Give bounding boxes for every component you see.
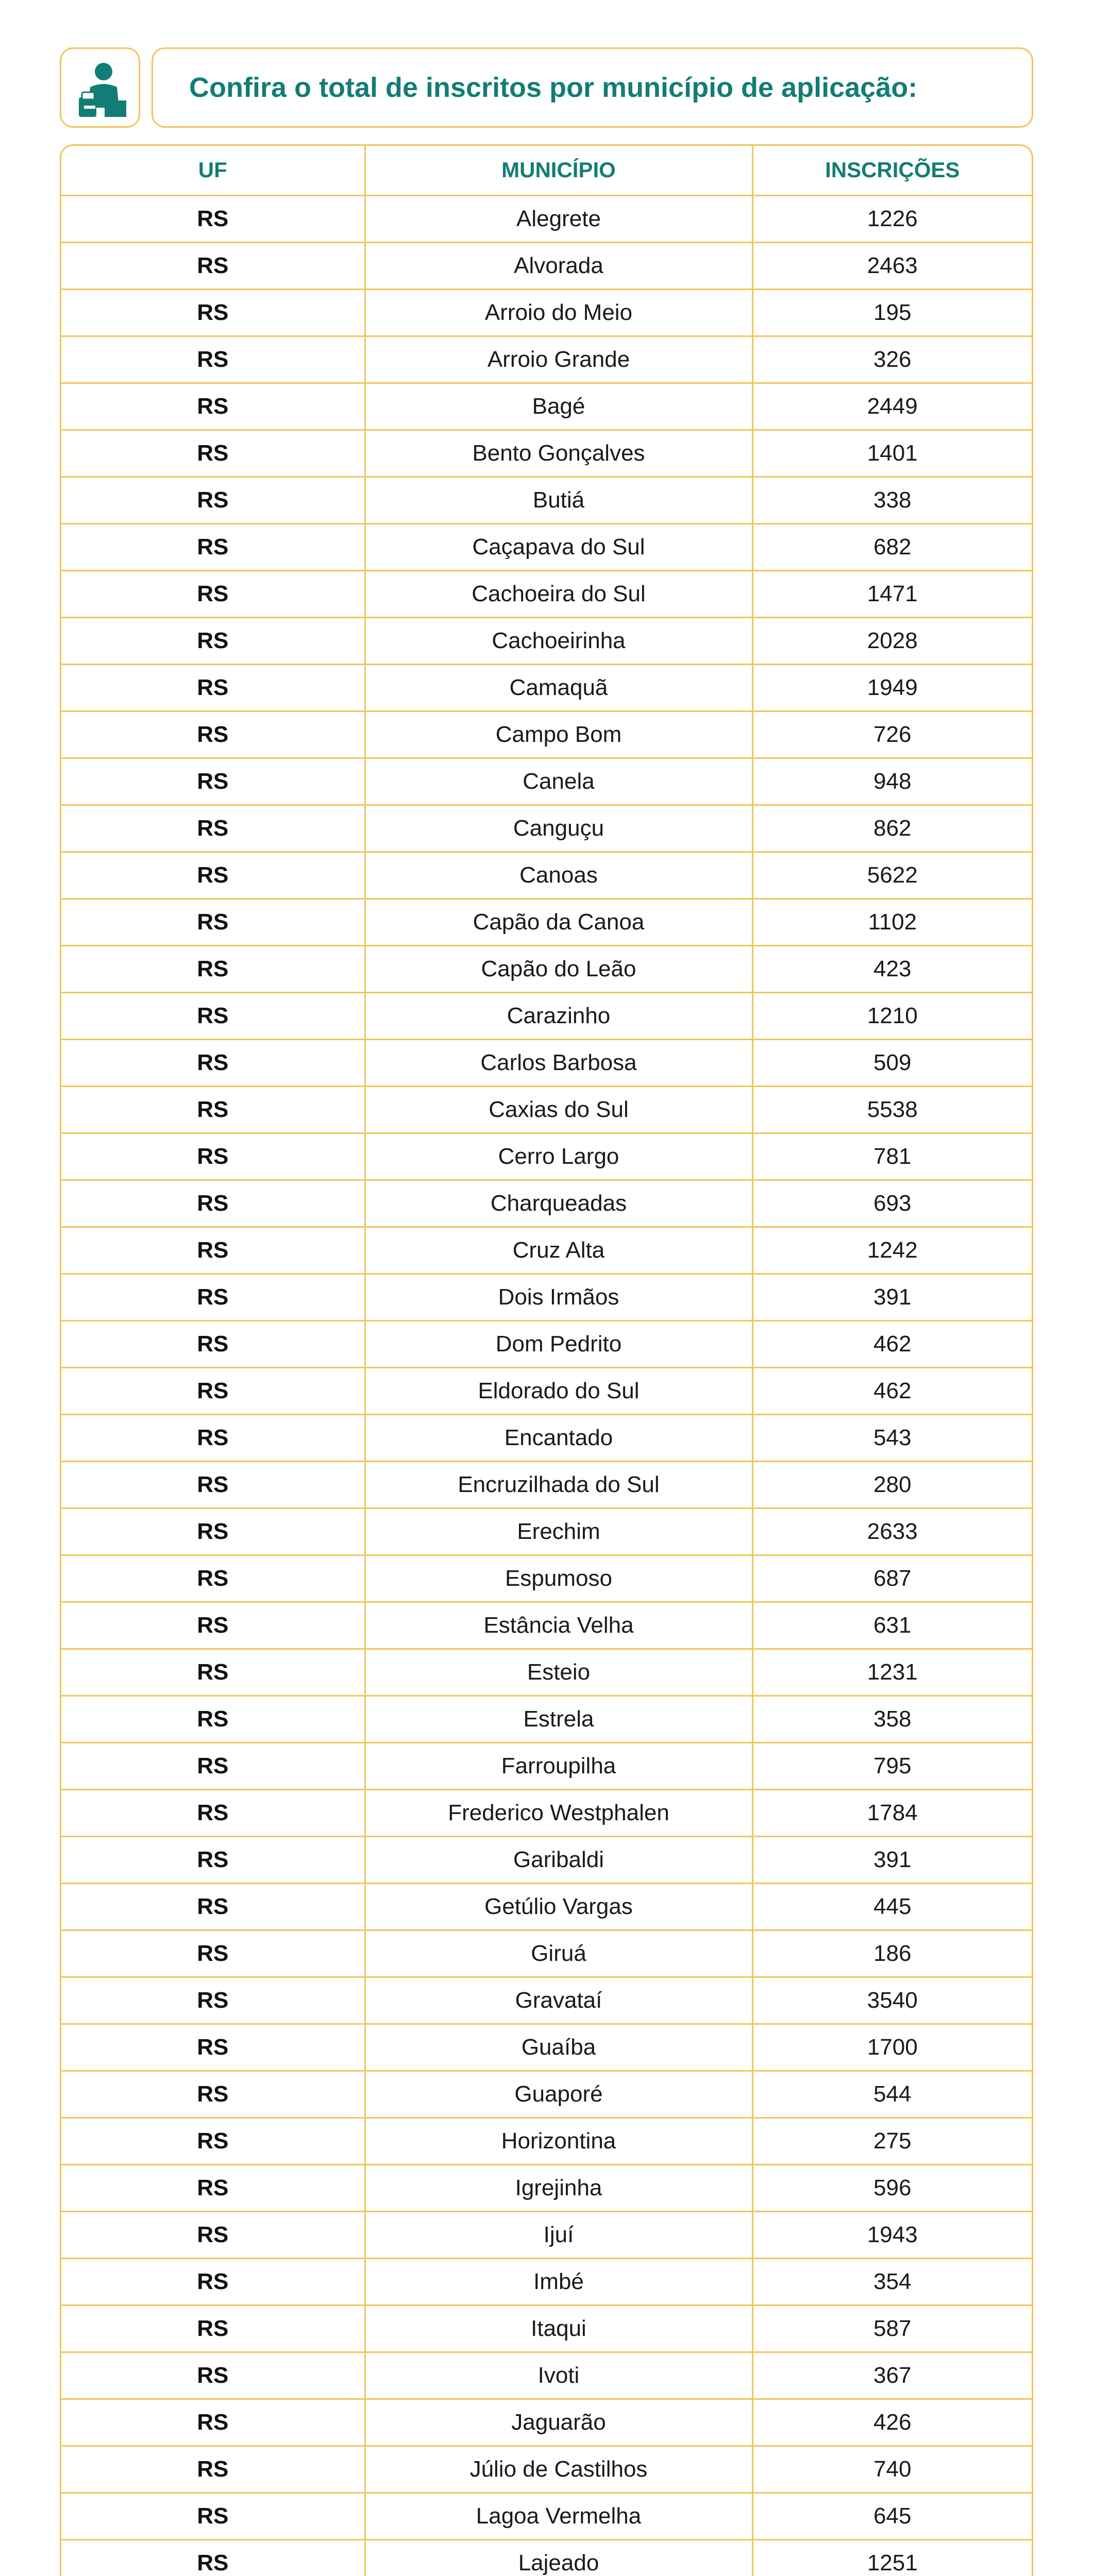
municipio-cell: Lajeado — [365, 2539, 752, 2576]
uf-cell: RS — [61, 2539, 365, 2576]
municipio-cell: Jaguarão — [365, 2399, 752, 2446]
uf-cell: RS — [61, 711, 365, 758]
uf-cell: RS — [61, 617, 365, 664]
table-row — [61, 2071, 1032, 2117]
inscricoes-cell: 354 — [752, 2258, 1032, 2305]
table-row — [61, 2258, 1032, 2305]
uf-cell: RS — [61, 523, 365, 570]
municipio-cell: Igrejinha — [365, 2164, 752, 2211]
uf-cell: RS — [61, 852, 365, 899]
table-row — [61, 758, 1032, 805]
uf-cell: RS — [61, 664, 365, 711]
uf-cell: RS — [61, 2164, 365, 2211]
inscricoes-cell: 1226 — [752, 195, 1032, 242]
uf-cell: RS — [61, 758, 365, 805]
municipio-cell: Alegrete — [365, 195, 752, 242]
inscricoes-cell: 740 — [752, 2446, 1032, 2493]
inscricoes-cell: 596 — [752, 2164, 1032, 2211]
table-row — [61, 2539, 1032, 2576]
table-row — [61, 1227, 1032, 1274]
inscricoes-cell: 2633 — [752, 1508, 1032, 1555]
title-banner — [152, 47, 1033, 128]
uf-cell: RS — [61, 945, 365, 992]
uf-cell: RS — [61, 1086, 365, 1133]
table-row — [61, 570, 1032, 617]
inscricoes-cell: 948 — [752, 758, 1032, 805]
uf-cell: RS — [61, 2024, 365, 2071]
table-row — [61, 2352, 1032, 2399]
table-row — [61, 852, 1032, 899]
uf-cell: RS — [61, 336, 365, 383]
inscricoes-cell: 543 — [752, 1414, 1032, 1461]
uf-cell: RS — [61, 1883, 365, 1930]
uf-cell: RS — [61, 1227, 365, 1274]
uf-cell: RS — [61, 1649, 365, 1696]
municipio-cell: Charqueadas — [365, 1180, 752, 1227]
inscricoes-cell: 5622 — [752, 852, 1032, 899]
inscricoes-cell: 358 — [752, 1696, 1032, 1742]
municipio-cell: Butiá — [365, 477, 752, 523]
table-row — [61, 1696, 1032, 1742]
municipio-cell: Alvorada — [365, 242, 752, 289]
inscricoes-cell: 445 — [752, 1883, 1032, 1930]
table-row — [61, 617, 1032, 664]
column-header-uf: UF — [61, 146, 365, 195]
table-row — [61, 945, 1032, 992]
table-header-row — [61, 146, 1032, 195]
municipio-cell: Esteio — [365, 1649, 752, 1696]
municipio-cell: Júlio de Castilhos — [365, 2446, 752, 2493]
municipio-cell: Erechim — [365, 1508, 752, 1555]
uf-cell: RS — [61, 805, 365, 852]
uf-cell: RS — [61, 1133, 365, 1180]
uf-cell: RS — [61, 430, 365, 477]
column-header-municipio: MUNICÍPIO — [365, 146, 752, 195]
inscricoes-cell: 631 — [752, 1602, 1032, 1649]
uf-cell: RS — [61, 2493, 365, 2539]
municipio-cell: Bagé — [365, 383, 752, 430]
municipio-cell: Lagoa Vermelha — [365, 2493, 752, 2539]
uf-cell: RS — [61, 383, 365, 430]
table-row — [61, 1883, 1032, 1930]
table-row — [61, 664, 1032, 711]
inscricoes-cell: 726 — [752, 711, 1032, 758]
inscricoes-cell: 2463 — [752, 242, 1032, 289]
table-row — [61, 992, 1032, 1039]
uf-cell: RS — [61, 242, 365, 289]
inscricoes-cell: 326 — [752, 336, 1032, 383]
registrations-table — [61, 146, 1032, 2576]
table-row — [61, 2446, 1032, 2493]
registrations-table-container — [60, 144, 1033, 2576]
table-row — [61, 1977, 1032, 2024]
municipio-cell: Espumoso — [365, 1555, 752, 1602]
uf-cell: RS — [61, 1180, 365, 1227]
inscricoes-cell: 1210 — [752, 992, 1032, 1039]
municipio-cell: Cerro Largo — [365, 1133, 752, 1180]
uf-cell: RS — [61, 2258, 365, 2305]
inscricoes-cell: 1231 — [752, 1649, 1032, 1696]
municipio-cell: Frederico Westphalen — [365, 1789, 752, 1836]
municipio-cell: Cachoeira do Sul — [365, 570, 752, 617]
table-row — [61, 2164, 1032, 2211]
uf-cell: RS — [61, 1742, 365, 1789]
municipio-cell: Carazinho — [365, 992, 752, 1039]
municipio-cell: Eldorado do Sul — [365, 1367, 752, 1414]
table-body — [61, 195, 1032, 2576]
municipio-cell: Encantado — [365, 1414, 752, 1461]
municipio-cell: Capão do Leão — [365, 945, 752, 992]
municipio-cell: Estrela — [365, 1696, 752, 1742]
municipio-cell: Cachoeirinha — [365, 617, 752, 664]
uf-cell: RS — [61, 899, 365, 945]
table-row — [61, 195, 1032, 242]
municipio-cell: Canela — [365, 758, 752, 805]
uf-cell: RS — [61, 2071, 365, 2117]
municipio-cell: Dom Pedrito — [365, 1320, 752, 1367]
table-row — [61, 2024, 1032, 2071]
table-row — [61, 1274, 1032, 1320]
inscricoes-cell: 338 — [752, 477, 1032, 523]
municipio-cell: Getúlio Vargas — [365, 1883, 752, 1930]
uf-cell: RS — [61, 1274, 365, 1320]
table-row — [61, 2211, 1032, 2258]
municipio-cell: Cruz Alta — [365, 1227, 752, 1274]
municipio-cell: Campo Bom — [365, 711, 752, 758]
uf-cell: RS — [61, 1508, 365, 1555]
inscricoes-cell: 2449 — [752, 383, 1032, 430]
uf-cell: RS — [61, 1414, 365, 1461]
municipio-cell: Giruá — [365, 1930, 752, 1977]
inscricoes-cell: 275 — [752, 2117, 1032, 2164]
table-row — [61, 1742, 1032, 1789]
column-header-inscricoes: INSCRIÇÕES — [752, 146, 1032, 195]
inscricoes-cell: 3540 — [752, 1977, 1032, 2024]
uf-cell: RS — [61, 2399, 365, 2446]
table-row — [61, 1789, 1032, 1836]
municipio-cell: Canguçu — [365, 805, 752, 852]
inscricoes-cell: 544 — [752, 2071, 1032, 2117]
uf-cell: RS — [61, 1696, 365, 1742]
inscricoes-cell: 462 — [752, 1367, 1032, 1414]
table-row — [61, 477, 1032, 523]
uf-cell: RS — [61, 1930, 365, 1977]
table-row — [61, 1602, 1032, 1649]
municipio-cell: Ijuí — [365, 2211, 752, 2258]
inscricoes-cell: 1242 — [752, 1227, 1032, 1274]
icon-badge — [60, 47, 140, 128]
uf-cell: RS — [61, 2117, 365, 2164]
table-row — [61, 2117, 1032, 2164]
municipio-cell: Horizontina — [365, 2117, 752, 2164]
municipio-cell: Dois Irmãos — [365, 1274, 752, 1320]
uf-cell: RS — [61, 2352, 365, 2399]
uf-cell: RS — [61, 2446, 365, 2493]
municipio-cell: Guaíba — [365, 2024, 752, 2071]
inscricoes-cell: 682 — [752, 523, 1032, 570]
municipio-cell: Gravataí — [365, 1977, 752, 2024]
municipio-cell: Arroio do Meio — [365, 289, 752, 336]
municipio-cell: Estância Velha — [365, 1602, 752, 1649]
uf-cell: RS — [61, 1789, 365, 1836]
inscricoes-cell: 1700 — [752, 2024, 1032, 2071]
table-row — [61, 2399, 1032, 2446]
inscricoes-cell: 587 — [752, 2305, 1032, 2352]
uf-cell: RS — [61, 992, 365, 1039]
table-row — [61, 1086, 1032, 1133]
municipio-cell: Arroio Grande — [365, 336, 752, 383]
inscricoes-cell: 1401 — [752, 430, 1032, 477]
municipio-cell: Farroupilha — [365, 1742, 752, 1789]
inscricoes-cell: 423 — [752, 945, 1032, 992]
table-row — [61, 1039, 1032, 1086]
municipio-cell: Caxias do Sul — [365, 1086, 752, 1133]
table-row — [61, 2493, 1032, 2539]
table-row — [61, 1414, 1032, 1461]
municipio-cell: Carlos Barbosa — [365, 1039, 752, 1086]
person-reading-icon — [75, 60, 128, 118]
table-row — [61, 1930, 1032, 1977]
municipio-cell: Ivoti — [365, 2352, 752, 2399]
inscricoes-cell: 781 — [752, 1133, 1032, 1180]
table-row — [61, 805, 1032, 852]
page-title: Confira o total de inscritos por município de aplicação: — [189, 72, 918, 103]
inscricoes-cell: 1949 — [752, 664, 1032, 711]
inscricoes-cell: 2028 — [752, 617, 1032, 664]
uf-cell: RS — [61, 1039, 365, 1086]
table-row — [61, 1508, 1032, 1555]
page-header — [60, 47, 1033, 129]
table-row — [61, 1649, 1032, 1696]
table-row — [61, 711, 1032, 758]
table-row — [61, 2305, 1032, 2352]
table-row — [61, 1555, 1032, 1602]
inscricoes-cell: 509 — [752, 1039, 1032, 1086]
uf-cell: RS — [61, 195, 365, 242]
municipio-cell: Garibaldi — [365, 1836, 752, 1883]
inscricoes-cell: 391 — [752, 1836, 1032, 1883]
table-row — [61, 336, 1032, 383]
uf-cell: RS — [61, 477, 365, 523]
table-row — [61, 1461, 1032, 1508]
uf-cell: RS — [61, 570, 365, 617]
inscricoes-cell: 462 — [752, 1320, 1032, 1367]
municipio-cell: Itaqui — [365, 2305, 752, 2352]
table-row — [61, 242, 1032, 289]
inscricoes-cell: 795 — [752, 1742, 1032, 1789]
inscricoes-cell: 280 — [752, 1461, 1032, 1508]
uf-cell: RS — [61, 2305, 365, 2352]
municipio-cell: Imbé — [365, 2258, 752, 2305]
municipio-cell: Canoas — [365, 852, 752, 899]
table-row — [61, 1367, 1032, 1414]
table-row — [61, 289, 1032, 336]
inscricoes-cell: 693 — [752, 1180, 1032, 1227]
inscricoes-cell: 195 — [752, 289, 1032, 336]
uf-cell: RS — [61, 289, 365, 336]
municipio-cell: Encruzilhada do Sul — [365, 1461, 752, 1508]
uf-cell: RS — [61, 1836, 365, 1883]
uf-cell: RS — [61, 1977, 365, 2024]
uf-cell: RS — [61, 1602, 365, 1649]
table-row — [61, 383, 1032, 430]
uf-cell: RS — [61, 1555, 365, 1602]
table-row — [61, 899, 1032, 945]
inscricoes-cell: 5538 — [752, 1086, 1032, 1133]
municipio-cell: Bento Gonçalves — [365, 430, 752, 477]
uf-cell: RS — [61, 1320, 365, 1367]
municipio-cell: Caçapava do Sul — [365, 523, 752, 570]
inscricoes-cell: 1251 — [752, 2539, 1032, 2576]
municipio-cell: Capão da Canoa — [365, 899, 752, 945]
table-row — [61, 1133, 1032, 1180]
inscricoes-cell: 1102 — [752, 899, 1032, 945]
inscricoes-cell: 426 — [752, 2399, 1032, 2446]
inscricoes-cell: 687 — [752, 1555, 1032, 1602]
inscricoes-cell: 391 — [752, 1274, 1032, 1320]
inscricoes-cell: 645 — [752, 2493, 1032, 2539]
table-row — [61, 1836, 1032, 1883]
inscricoes-cell: 1471 — [752, 570, 1032, 617]
inscricoes-cell: 862 — [752, 805, 1032, 852]
table-row — [61, 1320, 1032, 1367]
uf-cell: RS — [61, 1461, 365, 1508]
inscricoes-cell: 367 — [752, 2352, 1032, 2399]
inscricoes-cell: 1943 — [752, 2211, 1032, 2258]
table-row — [61, 523, 1032, 570]
table-row — [61, 1180, 1032, 1227]
uf-cell: RS — [61, 1367, 365, 1414]
inscricoes-cell: 1784 — [752, 1789, 1032, 1836]
inscricoes-cell: 186 — [752, 1930, 1032, 1977]
municipio-cell: Guaporé — [365, 2071, 752, 2117]
uf-cell: RS — [61, 2211, 365, 2258]
table-row — [61, 430, 1032, 477]
municipio-cell: Camaquã — [365, 664, 752, 711]
